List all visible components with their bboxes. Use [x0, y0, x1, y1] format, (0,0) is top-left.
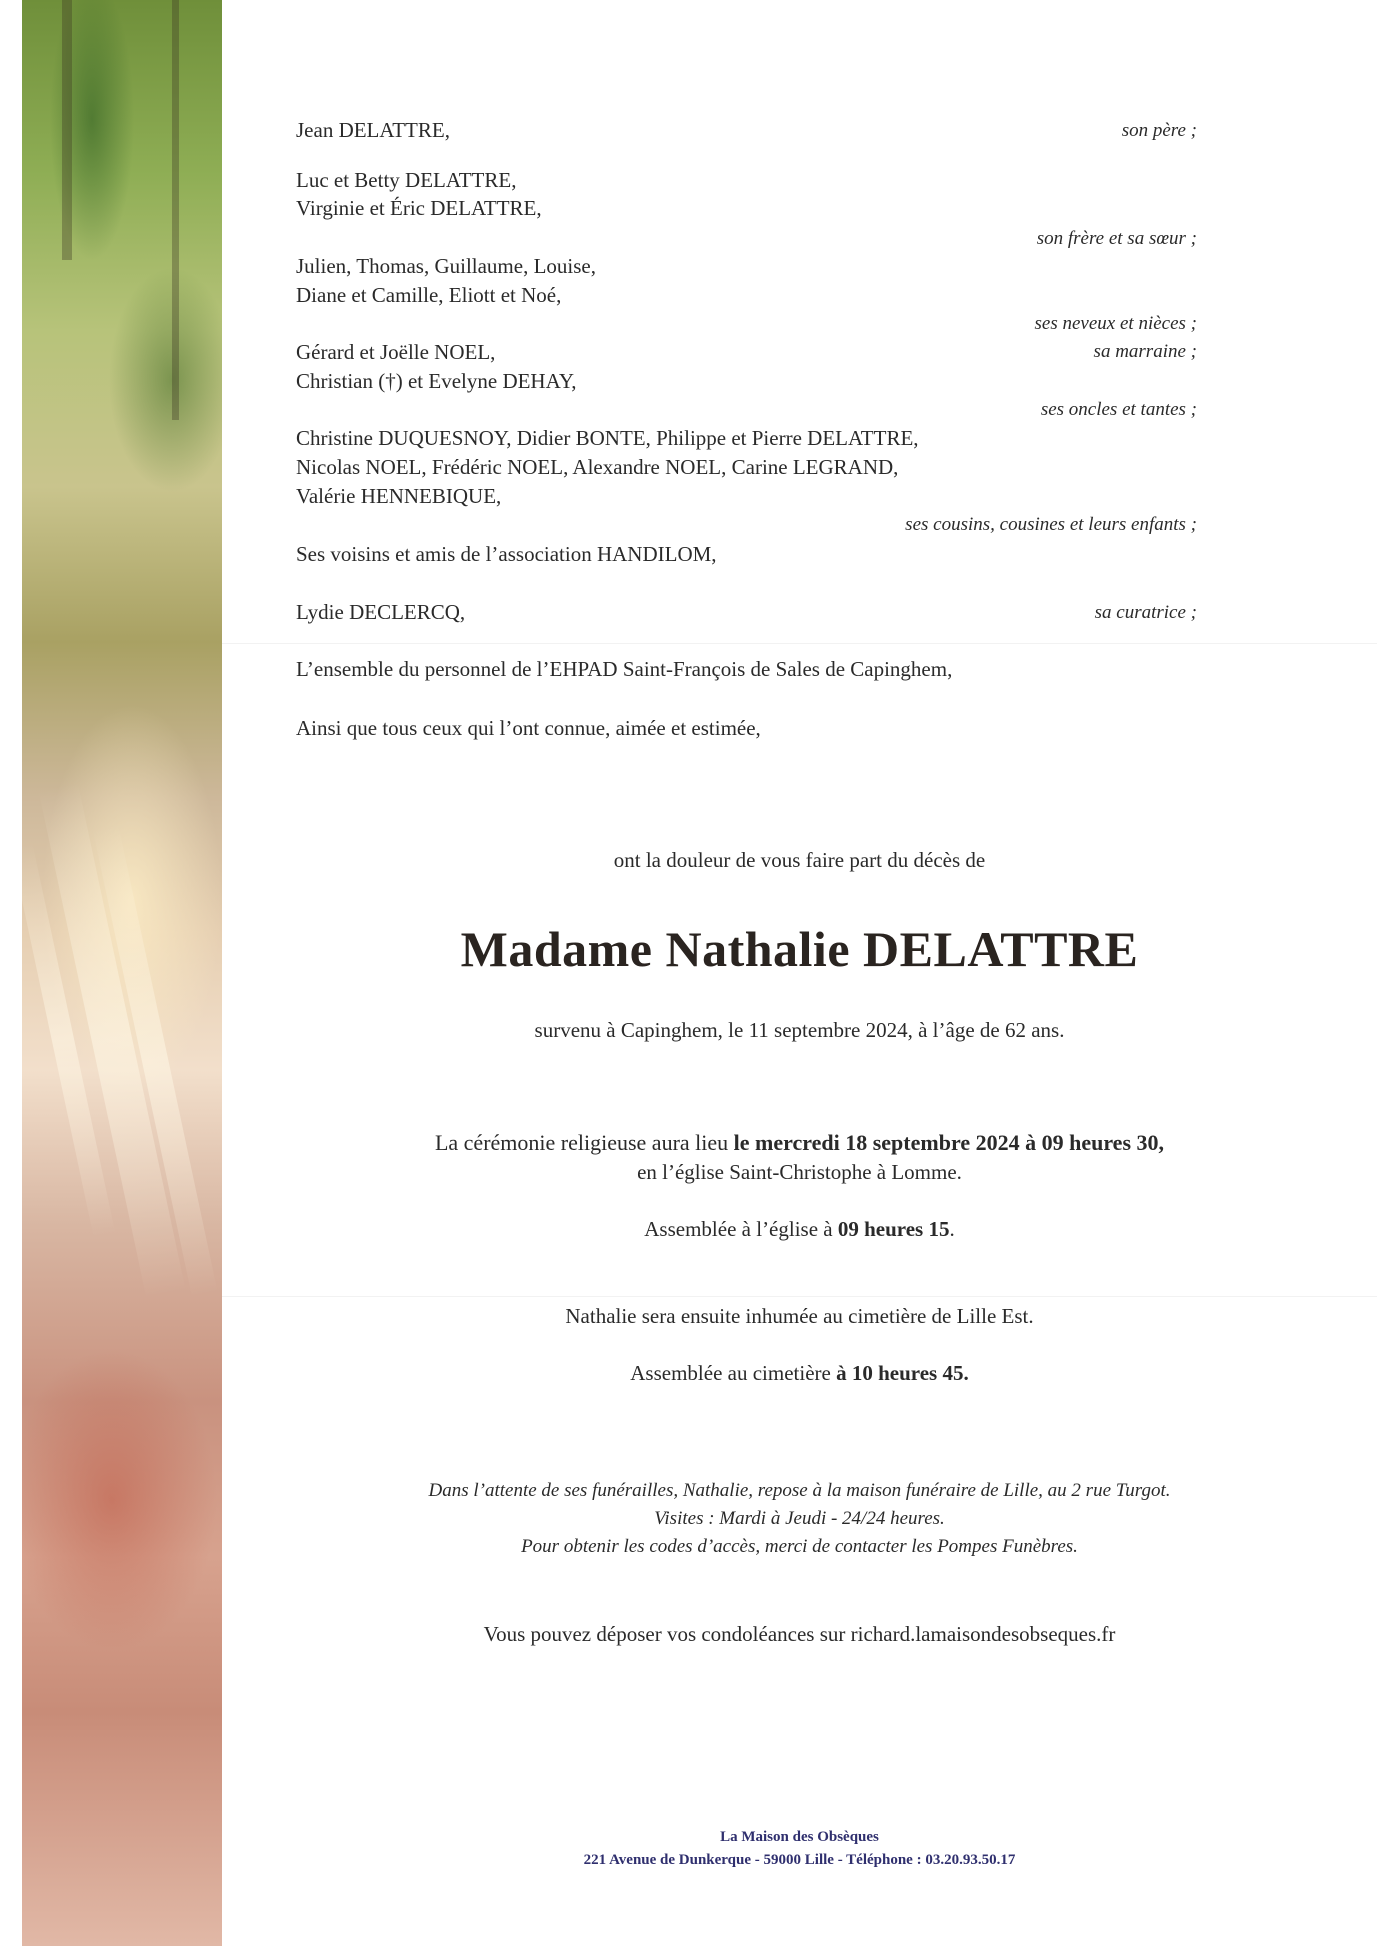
relation-label: ses oncles et tantes ; [1040, 399, 1197, 420]
deceased-name: Madame Nathalie DELATTRE [460, 921, 1139, 977]
family-line: Lydie DECLERCQ, [296, 600, 466, 624]
ceremony-date-time: le mercredi 18 septembre 2024 à 09 heures 30, [733, 1130, 1165, 1155]
relation-label: ses cousins, cousines et leurs enfants ; [905, 514, 1197, 535]
family-line: Christine DUQUESNOY, Didier BONTE, Philippe et Pierre DELATTRE, [296, 426, 919, 450]
family-line: L’ensemble du personnel de l’EHPAD Saint-François de Sales de Capinghem, [296, 657, 953, 681]
burial-text: Nathalie sera ensuite inhumée au cimetière de Lille Est. [565, 1304, 1034, 1328]
cemetery-assembly-line [222, 1361, 1377, 1386]
tree-trunk [62, 0, 72, 260]
church-assembly-prefix: Assemblée à l’église à [644, 1217, 838, 1241]
fold-line [222, 1296, 1377, 1297]
footer-address: 221 Avenue de Dunkerque - 59000 Lille - Téléphone : 03.20.93.50.17 [583, 1852, 1016, 1868]
church-assembly-suffix: . [949, 1217, 955, 1241]
funeral-home-notice: Dans l’attente de ses funérailles, Nathalie, repose à la maison funéraire de Lille, au 2 rue Turgot. [428, 1480, 1171, 1501]
church-assembly-time: 09 heures 15 [837, 1217, 950, 1241]
ceremony-place: en l’église Saint-Christophe à Lomme. [637, 1160, 962, 1184]
relation-label: ses neveux et nièces ; [1034, 313, 1197, 334]
family-line: Gérard et Joëlle NOEL, [296, 340, 496, 364]
relation-label: sa marraine ; [1093, 341, 1197, 362]
ceremony-line [222, 1130, 1377, 1156]
family-line: Virginie et Éric DELATTRE, [296, 196, 542, 220]
family-line: Christian (†) et Evelyne DEHAY, [296, 369, 577, 393]
relation-label: son frère et sa sœur ; [1036, 228, 1197, 249]
tree-trunk [172, 0, 179, 420]
funeral-home-notice: Pour obtenir les codes d’accès, merci de contacter les Pompes Funèbres. [521, 1536, 1078, 1557]
funeral-home-notice: Visites : Mardi à Jeudi - 24/24 heures. [654, 1508, 945, 1529]
condolences-text: Vous pouvez déposer vos condoléances sur richard.lamaisondesobseques.fr [483, 1622, 1116, 1646]
family-line: Jean DELATTRE, [296, 118, 450, 142]
church-assembly-line [222, 1217, 1377, 1242]
family-line: Diane et Camille, Eliott et Noé, [296, 283, 562, 307]
relation-label: son père ; [1121, 120, 1197, 141]
family-line: Luc et Betty DELATTRE, [296, 168, 517, 192]
relation-label: sa curatrice ; [1094, 602, 1197, 623]
family-line: Ainsi que tous ceux qui l’ont connue, aimée et estimée, [296, 716, 761, 740]
family-line: Julien, Thomas, Guillaume, Louise, [296, 254, 596, 278]
family-line: Ses voisins et amis de l’association HANDILOM, [296, 542, 717, 566]
forest-photo-strip [22, 0, 222, 1946]
footer-company: La Maison des Obsèques [720, 1829, 879, 1845]
death-details: survenu à Capinghem, le 11 septembre 2024, à l’âge de 62 ans. [534, 1018, 1065, 1042]
ceremony-prefix: La cérémonie religieuse aura lieu [434, 1130, 734, 1155]
cemetery-assembly-prefix: Assemblée au cimetière [630, 1361, 837, 1385]
family-line: Nicolas NOEL, Frédéric NOEL, Alexandre NOEL, Carine LEGRAND, [296, 455, 899, 479]
announcement-text: ont la douleur de vous faire part du décès de [613, 848, 986, 872]
fold-line [222, 643, 1377, 644]
family-line: Valérie HENNEBIQUE, [296, 484, 502, 508]
cemetery-assembly-time: à 10 heures 45. [836, 1361, 969, 1385]
